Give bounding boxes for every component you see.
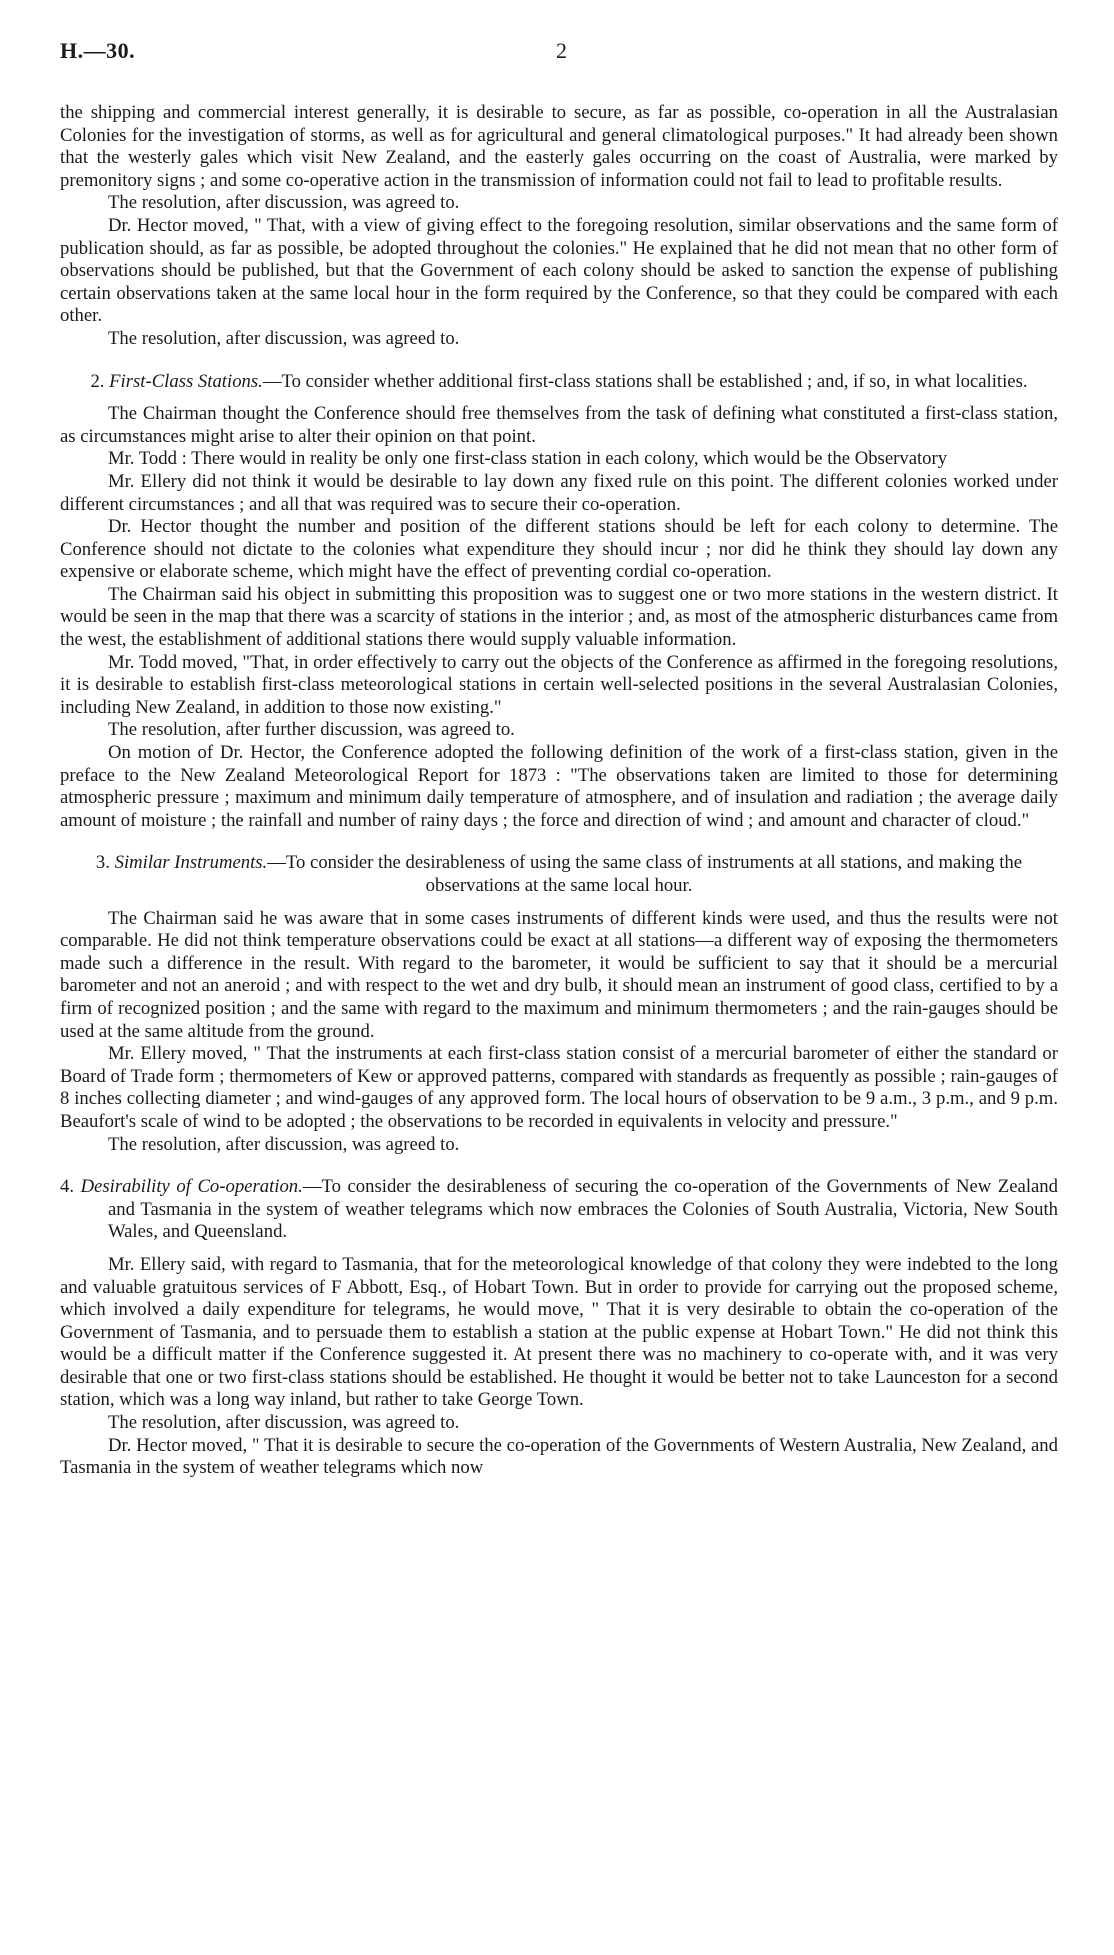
paragraph: On motion of Dr. Hector, the Conference adopted the following definition of the work of a first-class station, given in the preface to the New Zealand Meteorological Report for 1873 : "The observations taken are limited to those for determining atmospheric pressure ; maximum and minimum daily temperature of atmosphere, and of insulation and radiation ; the average daily amount of moisture ; the rainfall and number of rainy days ; the force and direction of wind ; and amount and character of cloud." bbox=[60, 742, 1058, 831]
page-number: 2 bbox=[556, 38, 567, 63]
paragraph: Mr. Todd : There would in reality be only one first-class station in each colony, which would be the Observatory bbox=[108, 448, 948, 470]
paragraph: The Chairman thought the Conference should free themselves from the task of defining what constituted a first-class station, as circumstances might arise to alter their opinion on that point. bbox=[60, 403, 1058, 447]
paragraph: Mr. Todd moved, "That, in order effectively to carry out the objects of the Conference as affirmed in the foregoing resolutions, it is desirable to establish first-class meteorological stations in certain well-selected positions in the several Australasian Colonies, including New Zealand, in addition to those now existing." bbox=[60, 651, 1058, 718]
paragraph: The Chairman said he was aware that in some cases instruments of different kinds were used, and thus the results were not comparable. He did not think temperature observations could be exact at all stations—a different way of exposing the thermometers made such a difference in the result. With regard to the barometer, it would be sufficient to say that it should be a mercurial barometer and not an aneroid ; and with respect to the wet and dry bulb, it should mean an instrument of good class, certified to by a firm of recognized position ; and the same with regard to the maximum and minimum thermometers ; and the rain-gauges should be used at the same altitude from the ground. bbox=[60, 907, 1058, 1042]
section-title: Similar Instruments. bbox=[114, 852, 268, 874]
paragraph: the shipping and commercial interest generally, it is desirable to secure, as far as possible, co-operation in all the Australasian Colonies for the investigation of storms, as well as for agricultural and general climatological purposes." It had already been shown that the westerly gales which visit New Zealand, and the easterly gales occurring on the coast of Australia, were marked by premonitory signs ; and some co-operative action in the transmission of information could not fail to lead to profitable results. bbox=[60, 102, 1058, 191]
document-page bbox=[60, 38, 1058, 1480]
paragraph: The resolution, after discussion, was agreed to. bbox=[108, 1133, 460, 1155]
section-number: 2. bbox=[90, 370, 105, 392]
section-title: Desirability of Co-operation. bbox=[80, 1176, 303, 1198]
section-heading-text: —To consider whether additional first-class stations shall be established ; and, if so, in what localities. bbox=[262, 370, 1028, 392]
paragraph: Mr. Ellery moved, " That the instruments at each first-class station consist of a mercurial barometer of either the standard or Board of Trade form ; thermometers of Kew or approved patterns, compared with standards as frequently as possible ; rain-gauges of 8 inches collecting diameter ; and wind-gauges of any approved form. The local hours of observation to be 9 a.m., 3 p.m., and 9 p.m. Beaufort's scale of wind to be adopted ; the observations to be recorded in equivalents in velocity and pressure." bbox=[60, 1043, 1058, 1132]
page-header bbox=[60, 38, 1058, 72]
section-heading-text: —To consider the desirableness of securing the co-operation of the Governments of New Zealand and Tasmania in the system of weather telegrams which now embraces the Colonies of South Australia, Victoria, New South Wales, and Queensland. bbox=[108, 1176, 1058, 1243]
section-heading-4 bbox=[60, 1176, 1058, 1244]
section-title: First-Class Stations. bbox=[109, 370, 263, 392]
section-number: 4. bbox=[60, 1176, 75, 1198]
section-number: 3. bbox=[95, 852, 110, 874]
paragraph: The resolution, after discussion, was agreed to. bbox=[108, 1412, 460, 1434]
section-heading-text: —To consider the desirableness of using the same class of instruments at all stations, and making the observations at the same local hour. bbox=[267, 852, 1023, 896]
section-heading-3 bbox=[60, 852, 1058, 897]
page-body bbox=[60, 102, 1058, 1480]
paragraph: Dr. Hector moved, " That, with a view of giving effect to the foregoing resolution, similar observations and the same form of publication should, as far as possible, be adopted throughout the colonies." He explained that he did not mean that no other form of observations should be published, but that the Government of each colony should be asked to sanction the expense of publishing certain observations taken at the same local hour in the form required by the Conference, so that they could be compared with each other. bbox=[60, 214, 1058, 327]
paragraph: Mr. Ellery did not think it would be desirable to lay down any fixed rule on this point. The different colonies worked under different circumstances ; and all that was required was to secure their co-operation. bbox=[60, 470, 1058, 515]
paragraph: The Chairman said his object in submitting this proposition was to suggest one or two more stations in the western district. It would be seen in the map that there was a scarcity of stations in the interior ; and, as most of the atmospheric disturbances came from the west, the establishment of additional stations there would supply valuable information. bbox=[60, 583, 1058, 651]
paragraph: Dr. Hector thought the number and position of the different stations should be left for each colony to determine. The Conference should not dictate to the colonies what expenditure they should incur ; nor did he think they should lay down any expensive or elaborate scheme, which might have the effect of preventing cordial co-operation. bbox=[60, 516, 1058, 583]
paragraph: Mr. Ellery said, with regard to Tasmania, that for the meteorological knowledge of that colony they were indebted to the long and valuable gratuitous services of F Abbott, Esq., of Hobart Town. But in order to provide for carrying out the proposed scheme, which involved a daily expenditure for telegrams, he would move, " That it is very desirable to obtain the co-operation of the Government of Tasmania, and to persuade them to establish a station at the public expense at Hobart Town." He did not think this would be a difficult matter if the Conference suggested it. At present there was no machinery to co-operate with, and it was very desirable that one or two first-class stations should be established. He thought it would be better not to take Launceston for a second station, which was a long way inland, but rather to take George Town. bbox=[60, 1253, 1058, 1411]
paragraph: Dr. Hector moved, " That it is desirable to secure the co-operation of the Governments of Western Australia, New Zealand, and Tasmania in the system of weather telegrams which now bbox=[60, 1434, 1058, 1479]
paragraph: The resolution, after discussion, was agreed to. bbox=[108, 192, 460, 214]
paragraph: The resolution, after discussion, was agreed to. bbox=[108, 327, 460, 349]
section-heading-2 bbox=[60, 371, 1058, 394]
paragraph: The resolution, after further discussion, was agreed to. bbox=[108, 719, 515, 741]
document-reference: H.—30. bbox=[60, 38, 136, 63]
